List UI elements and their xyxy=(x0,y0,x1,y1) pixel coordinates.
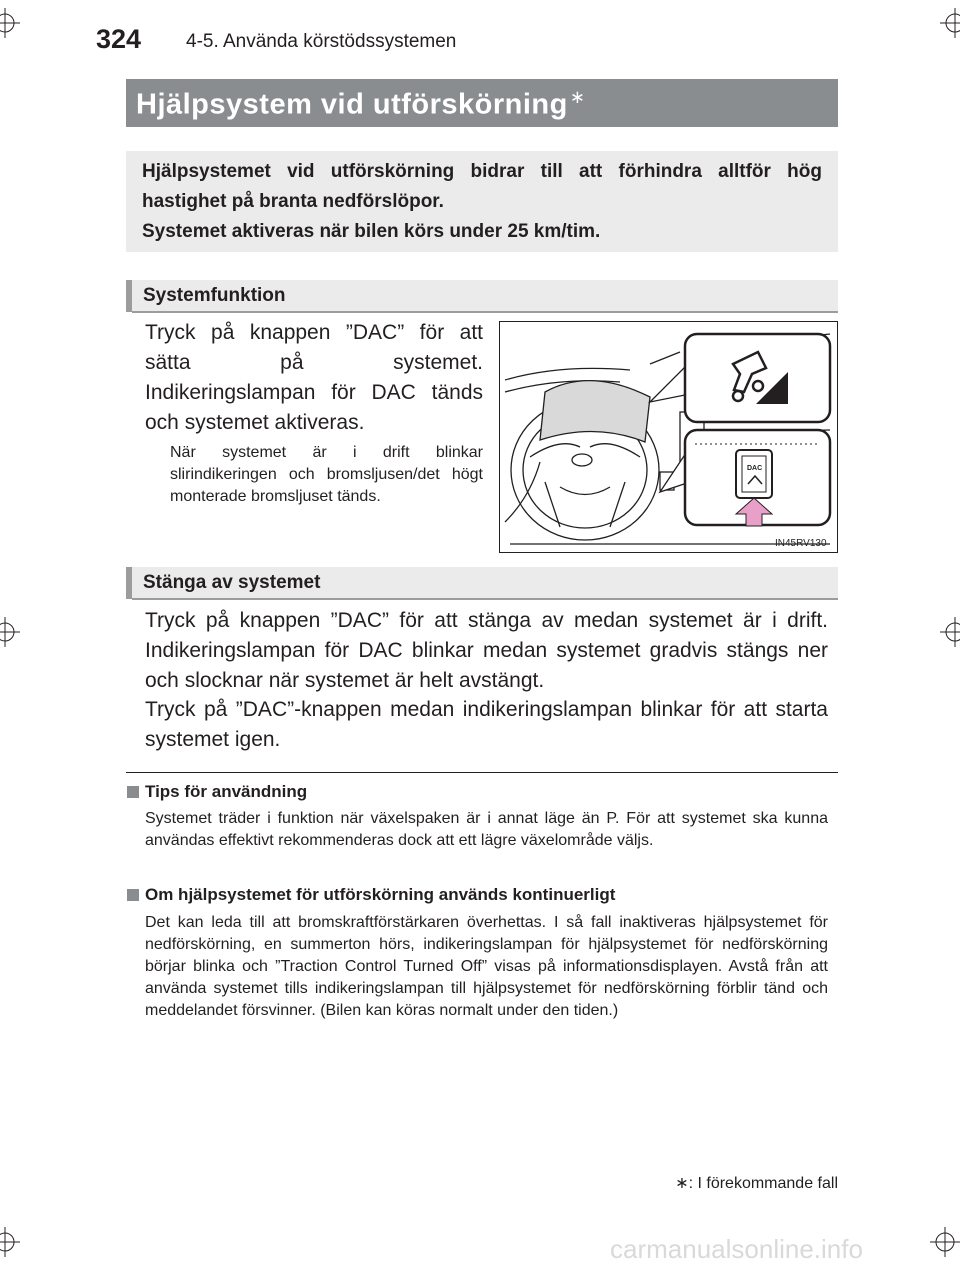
intro-line-1: Hjälpsystemet vid utförskörning bidrar till att förhindra alltför hög hastighet på branta nedförslöpor. xyxy=(142,161,822,212)
watermark: carmanualsonline.info xyxy=(610,1234,863,1264)
square-bullet-icon xyxy=(127,889,139,901)
intro-line-2: Systemet aktiveras när bilen körs under 25 km/tim. xyxy=(142,221,601,242)
crop-mark-icon xyxy=(0,8,20,38)
title-footnote-marker: ∗ xyxy=(569,87,586,107)
footnote-text: : I förekommande fall xyxy=(688,1175,838,1192)
section-heading-label: Stänga av systemet xyxy=(143,572,321,593)
section2-body-1: Tryck på knappen ”DAC” för att stänga av medan systemet är i drift. Indikeringslampan för DAC blinkar medan systemet gradvis stängs ner och slocknar när systemet är helt avstängt. xyxy=(145,609,828,692)
footnote xyxy=(675,1173,838,1193)
dac-button-label: DAC xyxy=(747,465,763,472)
chapter-title: 4-5. Använda körstödssystemen xyxy=(186,31,457,52)
tip-heading-1 xyxy=(127,782,307,802)
section-heading-systemfunktion xyxy=(126,280,838,312)
tip-heading-2 xyxy=(127,885,615,905)
illustration-code: IN45RV130 xyxy=(775,538,827,549)
section-heading-stanga-av xyxy=(126,567,838,599)
square-bullet-icon xyxy=(127,786,139,798)
page-number: 324 xyxy=(96,24,142,54)
page-title-text: Hjälpsystem vid utförskörning xyxy=(136,88,568,121)
crop-mark-icon xyxy=(940,8,960,38)
tip-text-2: Det kan leda till att bromskraftförstärkaren överhettas. I så fall inaktiveras hjälpsystemet för nedförskörning, en summerton hörs, indikeringslampan för hjälpsystemet för nedförskörning börjar blinka och ”Traction Control Turned Off” visas på informationsdisplayen. Avstå från att använda systemet tills indikeringslampan till hjälpsystemet för nedförskörning förblir tänd och meddelandet försvinner. (Bilen kan köras normalt under den tiden.) xyxy=(145,914,828,1019)
section1-note: När systemet är i drift blinkar slirindikeringen och bromsljusen/det högt monterade bromsljuset tänds. xyxy=(170,444,483,505)
tip-heading-label: Om hjälpsystemet för utförskörning används kontinuerligt xyxy=(145,885,616,904)
tip-heading-label: Tips för användning xyxy=(145,782,308,801)
page-title xyxy=(136,87,585,122)
crop-mark-icon xyxy=(0,1227,20,1257)
footnote-marker: ∗ xyxy=(675,1175,689,1192)
intro-box xyxy=(126,151,838,252)
tip-text-1: Systemet träder i funktion när växelspaken är i annat läge än P. För att systemet ska kunna användas effektivt rekommenderas dock att ett lägre växelområde väljs. xyxy=(145,810,828,849)
page-title-bar xyxy=(126,79,838,127)
section-heading-label: Systemfunktion xyxy=(143,285,286,306)
divider xyxy=(126,772,838,773)
crop-mark-icon xyxy=(930,1227,960,1257)
section1-body: Tryck på knappen ”DAC” för att sätta på systemet. Indikeringslampan för DAC tänds och systemet aktiveras. xyxy=(145,321,483,434)
crop-mark-icon xyxy=(0,617,20,647)
dashboard-drawing xyxy=(500,322,837,552)
section2-body-2: Tryck på ”DAC”-knappen medan indikeringslampan blinkar för att starta systemet igen. xyxy=(145,698,828,751)
dac-button-illustration xyxy=(499,321,838,553)
crop-mark-icon xyxy=(940,617,960,647)
